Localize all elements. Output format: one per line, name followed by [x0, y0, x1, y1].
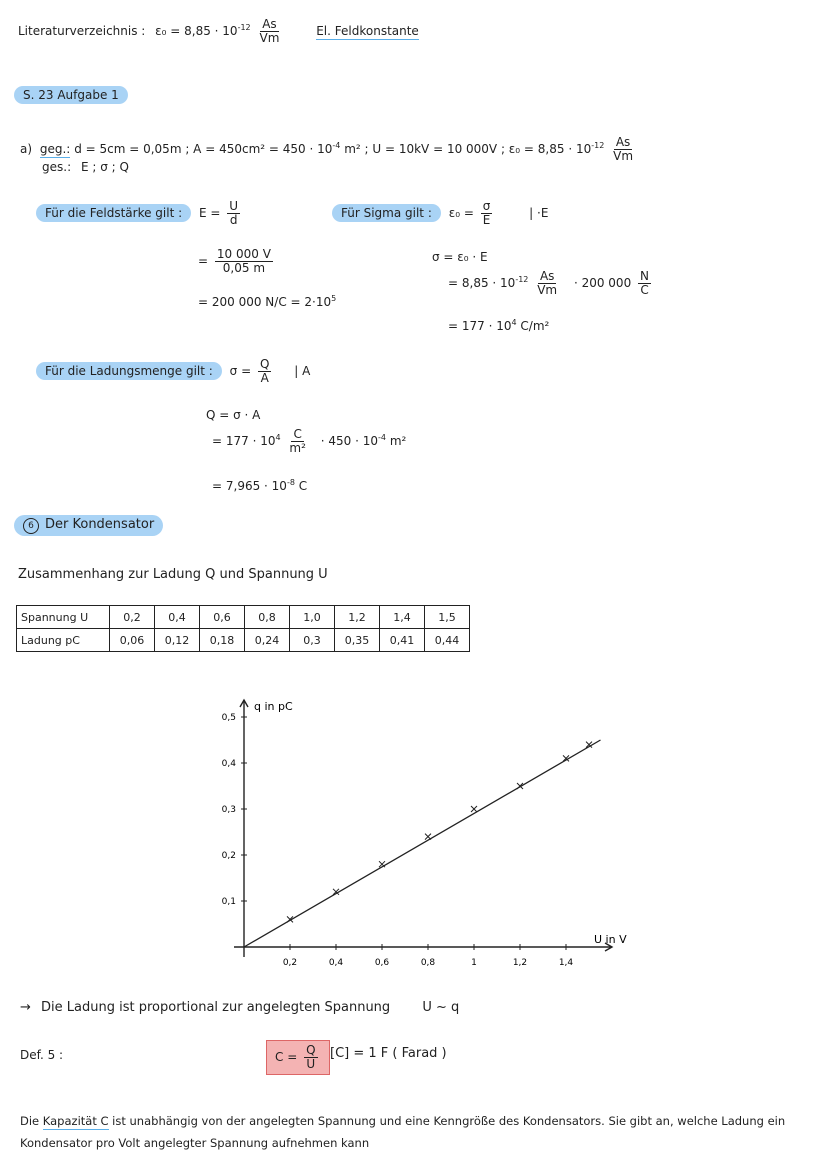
table-cell: 0,35 [335, 629, 380, 652]
sigma-line4: = 177 · 10 [448, 319, 512, 333]
field-step1-num: 10 000 V [216, 247, 271, 261]
sigma-line3-b: · 200 000 [573, 276, 632, 291]
field-step2: = 200 000 N/C = 2·10 [198, 295, 332, 309]
capacity-term: Kapazität C [42, 1114, 109, 1128]
x-tick-label: 1 [471, 958, 477, 968]
charge-eq-den: A [260, 371, 269, 386]
literature-label: Literaturverzeichnis : [18, 24, 146, 39]
unit-definition: [C] = 1 F ( Farad ) [330, 1046, 447, 1061]
given-label: geg.: [39, 142, 71, 157]
sigma-line-2: σ = ε₀ · E [432, 250, 488, 264]
table-cell: 0,6 [200, 606, 245, 629]
conclusion-text: Die Ladung ist proportional zur angelegten Spannung [41, 1000, 391, 1015]
y-tick-label: 0,2 [221, 851, 236, 861]
formula-num: Q [306, 1043, 316, 1057]
charge-line4: = 7,965 · 10 [212, 479, 287, 493]
table-cell: 0,41 [380, 629, 425, 652]
charge-line3-den: m² [289, 441, 306, 456]
x-tick-label: 0,8 [420, 958, 436, 968]
table-cell: 0,12 [155, 629, 200, 652]
given-text: d = 5cm = 0,05m ; A = 450cm² = 450 · 10 [74, 142, 333, 157]
table-cell: 0,3 [290, 629, 335, 652]
y-tick-label: 0,5 [221, 713, 236, 723]
explanation-start: Die [20, 1114, 40, 1128]
capacitance-formula-box [266, 1040, 330, 1075]
table-cell: 1,0 [290, 606, 335, 629]
y-axis-label: q in pC [254, 700, 293, 713]
definition-formula [266, 1040, 330, 1075]
sigma-eq-num: σ [482, 199, 491, 213]
charge-line3-b: · 450 · 10 [320, 434, 378, 449]
sigma-eq-op: | ·E [529, 206, 549, 221]
sigma-line4-exp: 4 [511, 318, 517, 327]
table-cell: 1,4 [380, 606, 425, 629]
x-tick-label: 0,4 [328, 958, 344, 968]
section-number: 6 [23, 518, 39, 534]
charge-eq-lhs: σ = [229, 364, 252, 379]
formula-lhs: C = [275, 1050, 298, 1065]
field-step1-den: 0,05 m [222, 261, 266, 276]
conclusion-line [20, 1000, 459, 1015]
y-tick-label: 0,3 [221, 805, 236, 815]
unit-numerator: As [262, 17, 277, 31]
sigma-eq-lhs: ε₀ = [448, 206, 474, 221]
charge-eq-op: | A [294, 364, 311, 379]
table-cell: 0,18 [200, 629, 245, 652]
constant-name: El. Feldkonstante [316, 24, 419, 39]
arrow-icon: → [20, 1000, 31, 1015]
proportional-fit-line [244, 740, 601, 947]
data-point [471, 806, 477, 812]
wanted-label: ges.: [42, 160, 72, 174]
definition-label: Def. 5 : [20, 1048, 64, 1062]
formula-fraction [304, 1044, 317, 1071]
charge-line3-unit2: m² [389, 434, 407, 449]
sigma-line3-a: = 8,85 · 10 [448, 276, 516, 291]
table-cell: 0,06 [110, 629, 155, 652]
proportional-relation: U ~ q [422, 1000, 460, 1015]
field-step2-exp: 5 [331, 294, 337, 303]
task-tag: S. 23 Aufgabe 1 [14, 86, 128, 104]
sigma-line4-unit: C/m² [520, 319, 550, 333]
x-tick-label: 1,2 [512, 958, 528, 968]
unit-denominator: Vm [259, 31, 280, 46]
table-cell: 0,24 [245, 629, 290, 652]
table-cell: 0,8 [245, 606, 290, 629]
relation-title: Zusammenhang zur Ladung Q und Spannung U [18, 567, 328, 582]
field-eq-den: d [229, 213, 238, 228]
field-eq-lhs: E = [198, 206, 221, 221]
charge-line-2: Q = σ · A [206, 408, 261, 422]
x-tick-label: 0,2 [282, 958, 298, 968]
table-cell: 0,4 [155, 606, 200, 629]
table-cell: 1,2 [335, 606, 380, 629]
row1-label: Spannung U [17, 606, 110, 629]
sigma-label: Für Sigma gilt : [332, 204, 441, 222]
x-tick-label: 1,4 [558, 958, 574, 968]
table-cell: 0,44 [425, 629, 470, 652]
charge-line3-num: C [293, 427, 302, 441]
sigma-line3-den2: C [640, 283, 649, 298]
given-text-2: m² ; U = 10kV = 10 000V ; ε₀ = 8,85 · 10 [344, 142, 592, 157]
charge-label: Für die Ladungsmenge gilt : [36, 362, 222, 380]
row2-label: Ladung pC [17, 629, 110, 652]
given-exponent-2: -12 [591, 141, 605, 151]
charge-line4-unit: C [298, 479, 308, 493]
x-axis-label: U in V [594, 933, 627, 946]
charge-line4-exp: -8 [286, 478, 295, 487]
sigma-eq-den: E [482, 213, 491, 228]
charge-line3-exp2: -4 [378, 433, 386, 443]
explanation-rest: ist unabhängig von der angelegten Spannung und eine Kenngröße des Kondensators. Sie gibt an, welche Ladung ein [112, 1114, 786, 1128]
table-cell: 0,2 [110, 606, 155, 629]
y-tick-label: 0,4 [221, 759, 236, 769]
x-tick-label: 0,6 [374, 958, 390, 968]
section-title: Der Kondensator [45, 517, 155, 532]
epsilon-value: ε₀ = 8,85 · 10 [155, 24, 238, 39]
sigma-line3-exp: -12 [515, 275, 529, 285]
given-unit-num: As [615, 135, 631, 149]
sigma-line3-num2: N [640, 269, 650, 283]
field-step1-eq: = [198, 254, 209, 269]
field-eq-num: U [229, 199, 239, 213]
given-exponent: -4 [332, 141, 341, 151]
formula-den: U [306, 1057, 316, 1072]
sigma-line3-num: As [539, 269, 555, 283]
given-unit-den: Vm [613, 149, 634, 164]
charge-line3-a: = 177 · 10 [212, 434, 276, 449]
charge-line3-exp: 4 [275, 433, 281, 443]
sigma-line3-den: Vm [537, 283, 558, 298]
data-point [425, 834, 431, 840]
epsilon-exponent: -12 [237, 23, 251, 33]
part-a-label: a) [20, 142, 33, 157]
table-cell: 1,5 [425, 606, 470, 629]
explanation-line-1 [20, 1114, 785, 1128]
field-label: Für die Feldstärke gilt : [36, 204, 191, 222]
y-tick-label: 0,1 [221, 897, 236, 907]
charge-eq-num: Q [259, 357, 270, 371]
explanation-line-2: Kondensator pro Volt angelegter Spannung aufnehmen kann [20, 1136, 370, 1150]
wanted-text: E ; σ ; Q [80, 160, 129, 174]
